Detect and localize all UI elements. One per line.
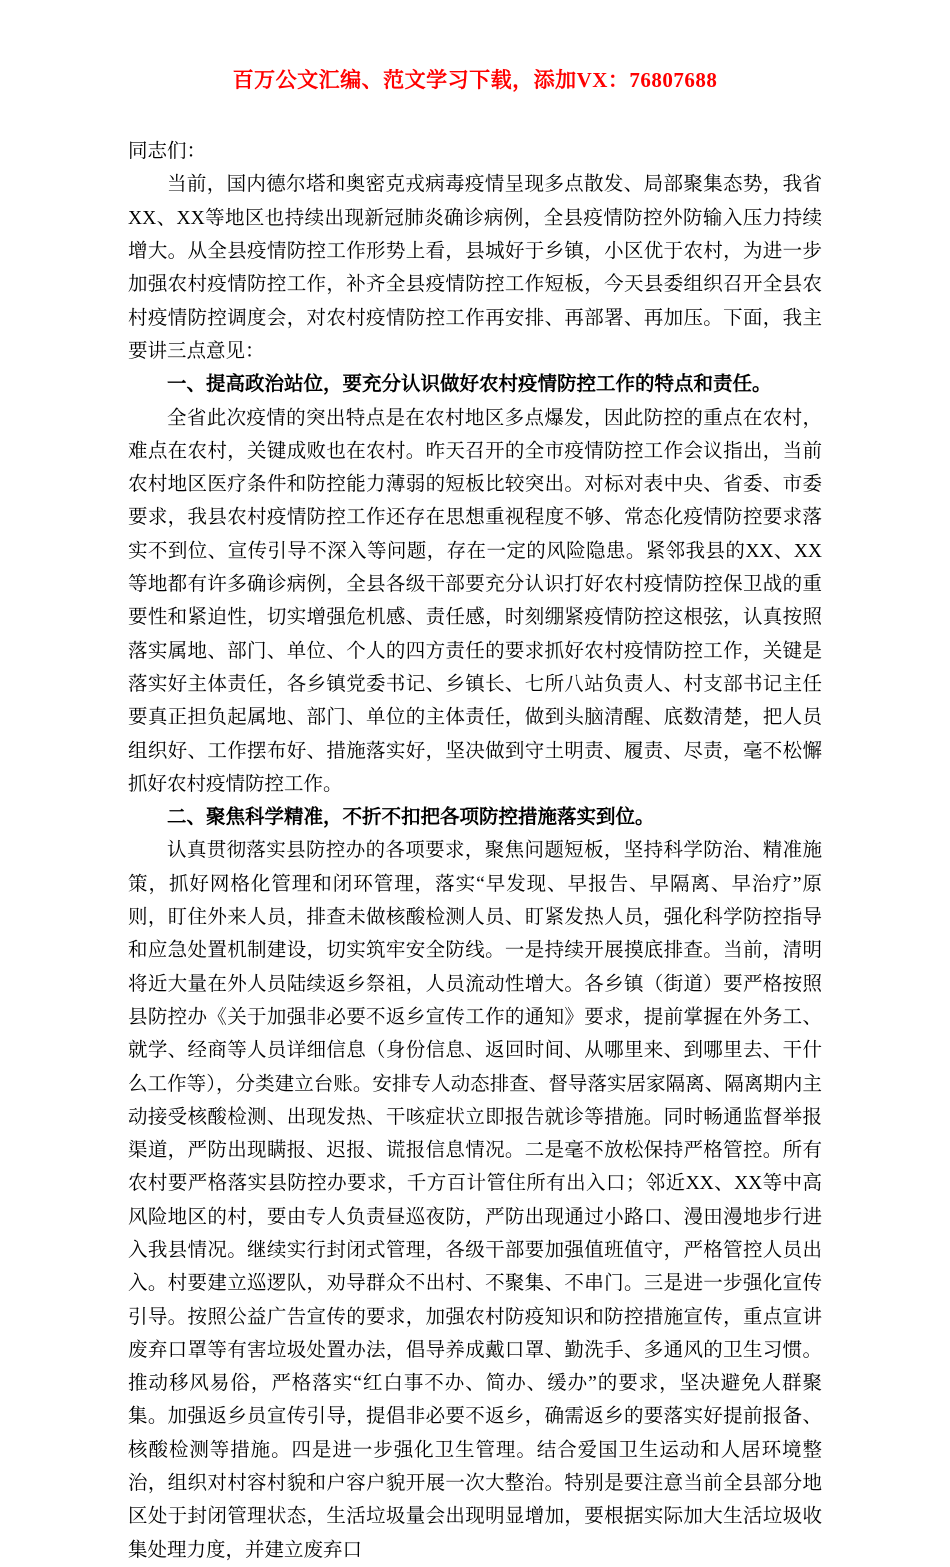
document-body xyxy=(128,135,822,1567)
promo-banner: 百万公文汇编、范文学习下载，添加VX：76807688 xyxy=(232,68,718,92)
paragraph-section-two: 认真贯彻落实县防控办的各项要求，聚焦问题短板，坚持科学防治、精准施策，抓好网格化管理和闭环管理，落实“早发现、早报告、早隔离、早治疗”原则，盯住外来人员，排查未做核酸检测人员、盯紧发热人员，强化科学防控指导和应急处置机制建设，切实筑牢安全防线。一是持续开展摸底排查。当前，清明将近大量在外人员陆续返乡祭祖，人员流动性增大。各乡镇（街道）要严格按照县防控办《关于加强非必要不返乡宣传工作的通知》要求，提前掌握在外务工、就学、经商等人员详细信息（身份信息、返回时间、从哪里来、到哪里去、干什么工作等），分类建立台账。安排专人动态排查、督导落实居家隔离、隔离期内主动接受核酸检测、出现发热、干咳症状立即报告就诊等措施。同时畅通监督举报渠道，严防出现瞒报、迟报、谎报信息情况。二是毫不放松保持严格管控。所有农村要严格落实县防控办要求，千方百计管住所有出入口；邻近XX、XX等中高风险地区的村，要由专人负责昼巡夜防，严防出现通过小路口、漫田漫地步行进入我县情况。继续实行封闭式管理，各级干部要加强值班值守，严格管控人员出入。村要建立巡逻队，劝导群众不出村、不聚集、不串门。三是进一步强化宣传引导。按照公益广告宣传的要求，加强农村防疫知识和防控措施宣传，重点宣讲废弃口罩等有害垃圾处置办法，倡导养成戴口罩、勤洗手、多通风的卫生习惯。推动移风易俗，严格落实“红白事不办、简办、缓办”的要求，坚决避免人群聚集。加强返乡员宣传引导，提倡非必要不返乡，确需返乡的要落实好提前报备、核酸检测等措施。四是进一步强化卫生管理。结合爱国卫生运动和人居环境整治，组织对村容村貌和户容户貌开展一次大整治。特别是要注意当前全县部分地区处于封闭管理状态，生活垃圾量会出现明显增加，要根据实际加大生活垃圾收集处理力度，并建立废弃口 xyxy=(128,840,822,1561)
paragraph-section-one: 全省此次疫情的突出特点是在农村地区多点爆发，因此防控的重点在农村，难点在农村，关键成败也在农村。昨天召开的全市疫情防控工作会议指出，当前农村地区医疗条件和防控能力薄弱的短板比较突出。对标对表中央、省委、市委要求，我县农村疫情防控工作还存在思想重视程度不够、常态化疫情防控要求落实不到位、宣传引导不深入等问题，存在一定的风险隐患。紧邻我县的XX、XX等地都有许多确诊病例，全县各级干部要充分认识打好农村疫情防控保卫战的重要性和紧迫性，切实增强危机感、责任感，时刻绷紧疫情防控这根弦，认真按照落实属地、部门、单位、个人的四方责任的要求抓好农村疫情防控工作，关键是落实好主体责任，各乡镇党委书记、乡镇长、七所八站负责人、村支部书记主任要真正担负起属地、部门、单位的主体责任，做到头脑清醒、底数清楚，把人员组织好、工作摆布好、措施落实好，坚决做到守土明责、履责、尽责，毫不松懈抓好农村疫情防控工作。 xyxy=(128,407,822,795)
paragraph-heading-one: 一、提高政治站位，要充分认识做好农村疫情防控工作的特点和责任。 xyxy=(167,374,772,396)
paragraph-intro: 当前，国内德尔塔和奥密克戎病毒疫情呈现多点散发、局部聚集态势，我省XX、XX等地区也持续出现新冠肺炎确诊病例，全县疫情防控外防输入压力持续增大。从全县疫情防控工作形势上看，县城好于乡镇，小区优于农村，为进一步加强农村疫情防控工作，补齐全县疫情防控工作短板，今天县委组织召开全县农村疫情防控调度会，对农村疫情防控工作再安排、再部署、再加压。下面，我主要讲三点意见： xyxy=(128,174,822,362)
paragraph-heading-two: 二、聚焦科学精准，不折不扣把各项防控措施落实到位。 xyxy=(167,807,655,829)
paragraph-salutation: 同志们： xyxy=(128,141,207,163)
